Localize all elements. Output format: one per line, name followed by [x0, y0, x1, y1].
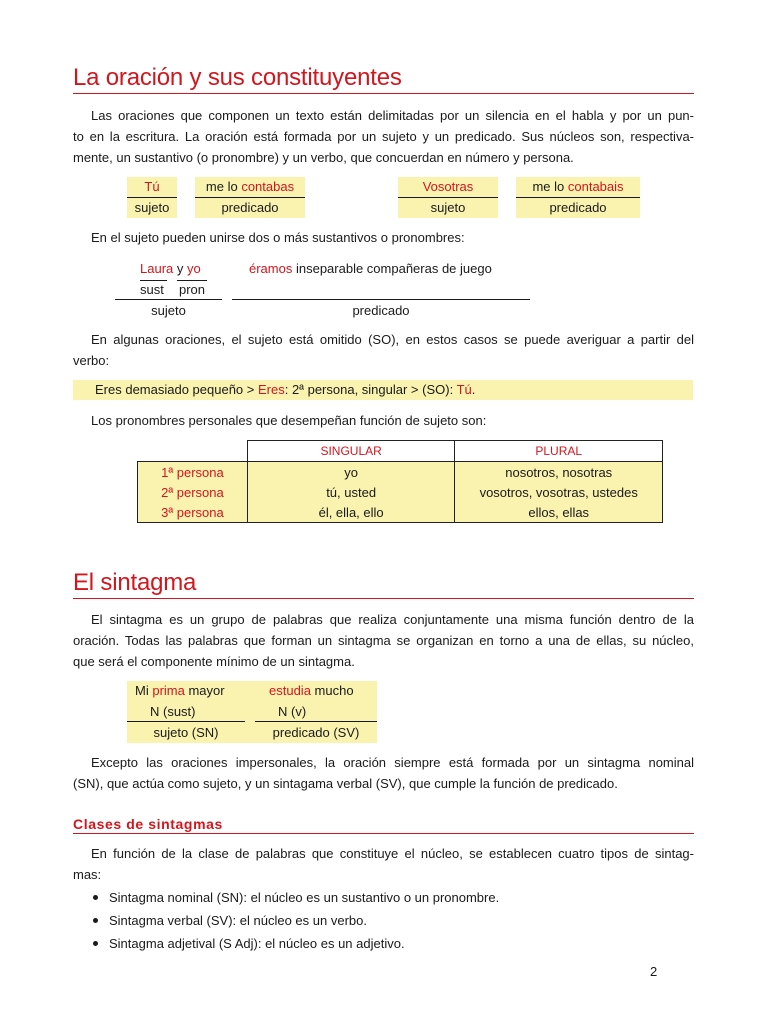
omitted-paragraph: En algunas oraciones, el sujeto está omitido (SO), en estos casos se puede averiguar a partir del verbo:: [73, 332, 694, 368]
example-predicate: me lo contabais: [516, 177, 640, 197]
page-number: 2: [650, 964, 658, 979]
label-sujeto: sujeto: [151, 303, 186, 318]
label-n-sust: N (sust): [150, 704, 196, 719]
label-predicado: predicado: [195, 198, 305, 218]
omitted-example: Eres demasiado pequeño > Eres: 2ª persona, singular > (SO): Tú.: [73, 380, 693, 400]
table-row: 2ª persona tú, usted vosotros, vosotras, ustedes: [138, 482, 663, 502]
label-n-v: N (v): [278, 704, 307, 719]
header-singular: SINGULAR: [247, 441, 455, 462]
label-predicado: predicado: [352, 303, 410, 318]
example-predicate: me lo contabas: [195, 177, 305, 197]
label-sujeto: sujeto: [398, 198, 498, 218]
header-plural: PLURAL: [455, 441, 663, 462]
except-paragraph: Excepto las oraciones impersonales, la oración siempre está formada por un sintagma nominal (SN), que actúa como sujeto, y un sintagama verbal (SV), que cumple la función de predicado.: [73, 755, 694, 791]
list-item: Sintagma verbal (SV): el núcleo es un verbo.: [73, 909, 499, 932]
compound-intro: En el sujeto pueden unirse dos o más sustantivos o pronombres:: [91, 230, 465, 245]
label-sujeto: sujeto: [127, 198, 177, 218]
sintagma-paragraph: El sintagma es un grupo de palabras que realiza conjuntamente una misma función dentro de la oración. Todas las palabras que forman un sintagma se organizan en torno a una de ellas, su núcleo, que será el componente mínimo de un sintagma.: [73, 612, 694, 669]
example-subject-phrase: Mi prima mayor: [135, 683, 225, 698]
list-item: Sintagma nominal (SN): el núcleo es un sustantivo o un pronombre.: [73, 886, 499, 909]
section-title-clases: Clases de sintagmas: [73, 815, 694, 834]
pronouns-intro: Los pronombres personales que desempeñan función de sujeto son:: [91, 413, 487, 428]
label-sujeto-sn: sujeto (SN): [153, 725, 219, 740]
compound-predicate: éramos inseparable compañeras de juego: [249, 261, 492, 276]
table-row: 1ª persona yo nosotros, nosotras: [138, 462, 663, 483]
example-subject: Tú: [127, 177, 177, 197]
label-sust: sust: [140, 282, 164, 297]
example-subject: Vosotras: [398, 177, 498, 197]
label-predicado-sv: predicado (SV): [272, 725, 360, 740]
clases-paragraph: En función de la clase de palabras que constituye el núcleo, se establecen cuatro tipos de sintag- mas:: [73, 846, 694, 882]
pronouns-table: [137, 440, 663, 523]
clases-list: [73, 886, 499, 955]
intro-paragraph: Las oraciones que componen un texto están delimitadas por un silencia en el habla y por un pun- to en la escritura. La oración está formada por un sujeto y un predicado. Sus núcleos son, respectiva- mente, un sustantivo (o pronombre) y un verbo, que concuerdan en número y persona.: [73, 108, 694, 165]
compound-sentence: Laura y yo: [140, 261, 201, 276]
list-item: Sintagma adjetival (S Adj): el núcleo es un adjetivo.: [73, 932, 499, 955]
section-title-sintagma: El sintagma: [73, 569, 694, 599]
table-row: 3ª persona él, ella, ello ellos, ellas: [138, 502, 663, 523]
example-predicate-phrase: estudia mucho: [269, 683, 354, 698]
label-pron: pron: [179, 282, 206, 297]
section-title-oracion: La oración y sus constituyentes: [73, 64, 694, 94]
label-predicado: predicado: [516, 198, 640, 218]
